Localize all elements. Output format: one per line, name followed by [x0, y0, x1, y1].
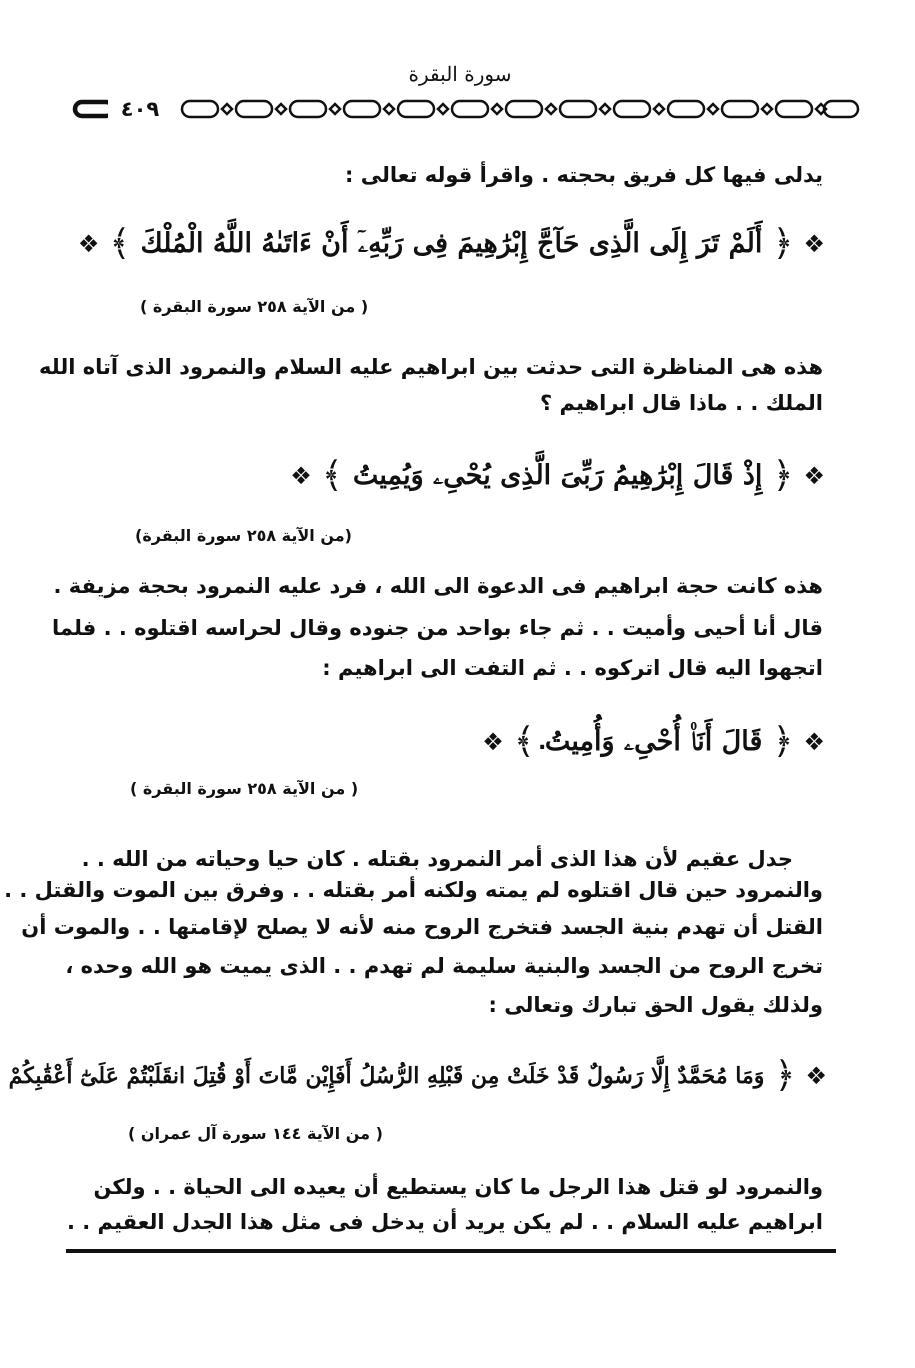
- verse-text: قَالَ أَنَا۠ أُحْىِۦ وَأُمِيتُ: [544, 726, 763, 757]
- body-line: القتل أن تهدم بنية الجسد فتخرج الروح منه لأنه لا يصلح لإقامتها . . والموت أن: [21, 915, 823, 939]
- body-line: ولذلك يقول الحق تبارك وتعالى :: [488, 993, 823, 1017]
- close-bracket-icon: ﴾: [109, 223, 131, 264]
- open-bracket-icon: ﴿: [772, 721, 794, 762]
- body-line: يدلى فيها كل فريق بحجته . واقرأ قوله تعالى :: [345, 163, 823, 187]
- decorative-header-band: [72, 94, 862, 124]
- close-bracket-icon: ﴾: [513, 721, 535, 762]
- verse-text: وَمَا مُحَمَّدٌ إِلَّا رَسُولٌ قَدْ خَلَتْ مِن قَبْلِهِ الرُّسُلُ أَفَإِيْن مَّاتَ أَوْ قُتِلَ انقَلَبْتُمْ عَلَىٰٓ أَعْقَٰبِكُمْ: [8, 1063, 765, 1089]
- ornament-icon: ❖: [77, 230, 100, 258]
- close-bracket-icon: ﴾: [321, 455, 343, 496]
- body-line: هذه كانت حجة ابراهيم فى الدعوة الى الله ، فرد عليه النمرود بحجة مزيفة .: [53, 574, 823, 598]
- verse-text: أَلَمْ تَرَ إِلَى الَّذِى حَآجَّ إِبْرَٰهِيمَ فِى رَبِّهِۦٓ أَنْ ءَاتَىٰهُ اللَّهُ الْمُلْكَ: [140, 228, 763, 259]
- body-line: قال أنا أحيى وأميت . . ثم جاء بواحد من جنوده وقال لحراسه اقتلوه . . فلما: [51, 616, 823, 640]
- quran-verse-4: [0, 1046, 827, 1106]
- ornament-icon: ❖: [482, 728, 504, 756]
- footer-rule: [66, 1249, 836, 1253]
- body-line: تخرج الروح من الجسد والبنية سليمة لم تهدم . . الذى يميت هو الله وحده ،: [65, 954, 823, 978]
- verse-end-mark: .: [538, 730, 547, 755]
- quran-verse-2: [290, 446, 825, 506]
- open-bracket-icon: ﴿: [772, 455, 794, 496]
- verse-text: إِذْ قَالَ إِبْرَٰهِيمُ رَبِّىَ الَّذِى يُحْىِۦ وَيُمِيتُ: [352, 460, 763, 491]
- ornament-icon: ❖: [290, 462, 312, 490]
- body-line: هذه هى المناظرة التى حدثت بين ابراهيم عليه السلام والنمرود الذى آتاه الله: [39, 355, 823, 379]
- verse-citation: ( من الآية ١٤٤ سورة آل عمران ): [128, 1124, 383, 1143]
- open-bracket-icon: ﴿: [772, 223, 794, 264]
- body-line: الملك . . ماذا قال ابراهيم ؟: [540, 391, 823, 415]
- ornament-icon: ❖: [803, 728, 825, 756]
- quran-verse-1: [78, 214, 825, 274]
- body-line: ابراهيم عليه السلام . . لم يكن يريد أن يدخل فى مثل هذا الجدل العقيم . .: [66, 1210, 823, 1234]
- body-line: اتجهوا اليه قال اتركوه . . ثم التفت الى ابراهيم :: [322, 656, 823, 680]
- body-line: والنمرود لو قتل هذا الرجل ما كان يستطيع أن يعيده الى الحياة . . ولكن: [93, 1175, 823, 1199]
- ornament-icon: ❖: [803, 462, 825, 490]
- body-line: جدل عقيم لأن هذا الذى أمر النمرود بقتله . كان حيا وحياته من الله . .: [81, 847, 793, 871]
- ornament-icon: ❖: [805, 1062, 827, 1090]
- verse-citation: ( من الآية ٢٥٨ سورة البقرة ): [130, 779, 359, 798]
- ornament-icon: ❖: [803, 230, 825, 258]
- body-line: والنمرود حين قال اقتلوه لم يمته ولكنه أمر بقتله . . وفرق بين الموت والقتل . .: [4, 878, 823, 902]
- quran-verse-3: [482, 712, 825, 772]
- verse-citation: ( من الآية ٢٥٨ سورة البقرة ): [140, 297, 369, 316]
- verse-citation: (من الآية ٢٥٨ سورة البقرة): [135, 526, 352, 545]
- page-number: ٤٠٩: [108, 96, 172, 122]
- surah-title-header: سورة البقرة: [408, 62, 512, 86]
- open-bracket-icon: ﴿: [774, 1055, 796, 1096]
